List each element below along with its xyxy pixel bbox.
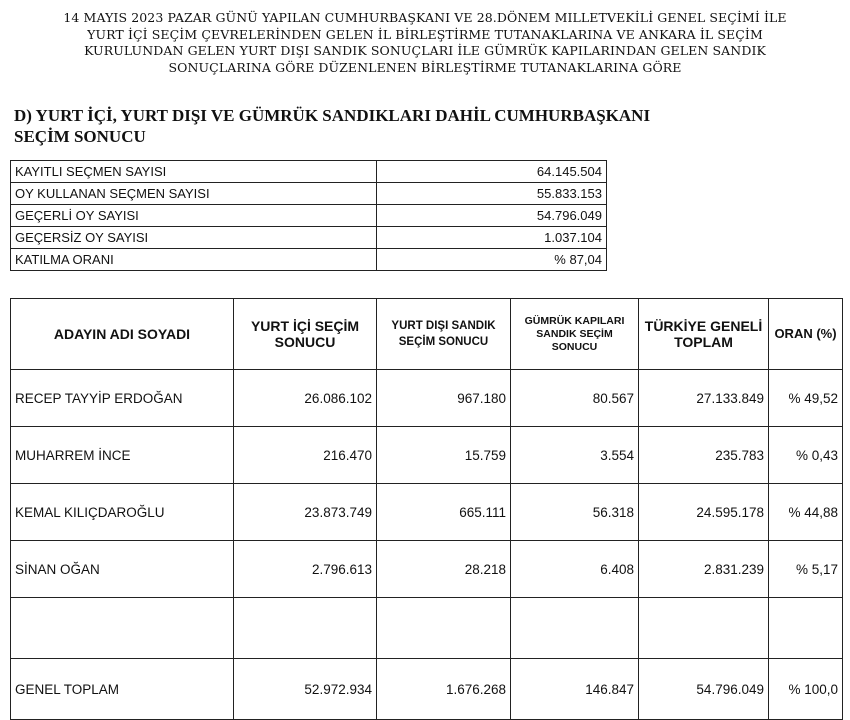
summary-label: GEÇERLİ OY SAYISI <box>11 205 377 227</box>
header-customs-result: GÜMRÜK KAPILARI SANDIK SEÇİM SONUCU <box>511 299 639 370</box>
table-row <box>11 484 843 541</box>
summary-row <box>11 205 607 227</box>
grand-total-customs: 146.847 <box>511 659 639 720</box>
empty-cell <box>11 598 234 659</box>
summary-value: % 87,04 <box>377 249 607 271</box>
summary-table <box>10 160 607 271</box>
abroad-votes: 15.759 <box>377 427 511 484</box>
summary-value: 1.037.104 <box>377 227 607 249</box>
customs-votes: 3.554 <box>511 427 639 484</box>
grand-total-row <box>11 659 843 720</box>
summary-row <box>11 161 607 183</box>
document-header <box>0 10 850 76</box>
header-line-4: SONUÇLARINA GÖRE DÜZENLENEN BİRLEŞTİRME TUTANAKLARINA GÖRE <box>168 59 682 75</box>
header-line-3: KURULUNDAN GELEN YURT DIŞI SANDIK SONUÇLARI İLE GÜMRÜK KAPILARINDAN GELEN SANDIK <box>84 43 766 58</box>
customs-votes: 56.318 <box>511 484 639 541</box>
total-votes: 2.831.239 <box>639 541 769 598</box>
grand-total-abroad: 1.676.268 <box>377 659 511 720</box>
candidate-name: MUHARREM İNCE <box>11 427 234 484</box>
summary-value: 64.145.504 <box>377 161 607 183</box>
summary-label: OY KULLANAN SEÇMEN SAYISI <box>11 183 377 205</box>
domestic-votes: 23.873.749 <box>234 484 377 541</box>
customs-votes: 80.567 <box>511 370 639 427</box>
summary-label: GEÇERSİZ OY SAYISI <box>11 227 377 249</box>
header-candidate-name: ADAYIN ADI SOYADI <box>11 299 234 370</box>
empty-cell <box>377 598 511 659</box>
total-votes: 27.133.849 <box>639 370 769 427</box>
domestic-votes: 216.470 <box>234 427 377 484</box>
abroad-votes: 967.180 <box>377 370 511 427</box>
section-title-line-1: D) YURT İÇİ, YURT DIŞI VE GÜMRÜK SANDIKLARI DAHİL CUMHURBAŞKANI <box>14 106 651 125</box>
summary-label: KATILMA ORANI <box>11 249 377 271</box>
header-line-1: 14 MAYIS 2023 PAZAR GÜNÜ YAPILAN CUMHURBAŞKANI VE 28.DÖNEM MILLETVEKİLİ GENEL SEÇİMİ İLE <box>63 10 787 25</box>
summary-value: 54.796.049 <box>377 205 607 227</box>
vote-ratio: % 5,17 <box>769 541 843 598</box>
candidate-name: KEMAL KILIÇDAROĞLU <box>11 484 234 541</box>
summary-row <box>11 183 607 205</box>
candidate-name: SİNAN OĞAN <box>11 541 234 598</box>
grand-total-total: 54.796.049 <box>639 659 769 720</box>
abroad-votes: 665.111 <box>377 484 511 541</box>
summary-row <box>11 227 607 249</box>
vote-ratio: % 44,88 <box>769 484 843 541</box>
results-header-row <box>11 299 843 370</box>
total-votes: 24.595.178 <box>639 484 769 541</box>
grand-total-label: GENEL TOPLAM <box>11 659 234 720</box>
empty-row <box>11 598 843 659</box>
total-votes: 235.783 <box>639 427 769 484</box>
header-line-2: YURT İÇİ SEÇİM ÇEVRELERİNDEN GELEN İL BİRLEŞTİRME TUTANAKLARINA VE ANKARA İL SEÇİM <box>87 26 763 42</box>
grand-total-domestic: 52.972.934 <box>234 659 377 720</box>
header-turkey-total: TÜRKİYE GENELİ TOPLAM <box>639 299 769 370</box>
header-domestic-result: YURT İÇİ SEÇİM SONUCU <box>234 299 377 370</box>
header-ratio: ORAN (%) <box>769 299 843 370</box>
vote-ratio: % 49,52 <box>769 370 843 427</box>
table-row <box>11 427 843 484</box>
results-table <box>10 298 843 720</box>
section-title-line-2: SEÇİM SONUCU <box>14 127 146 146</box>
empty-cell <box>234 598 377 659</box>
vote-ratio: % 0,43 <box>769 427 843 484</box>
empty-cell <box>511 598 639 659</box>
summary-row <box>11 249 607 271</box>
abroad-votes: 28.218 <box>377 541 511 598</box>
table-row <box>11 541 843 598</box>
customs-votes: 6.408 <box>511 541 639 598</box>
header-abroad-result: YURT DIŞI SANDIK SEÇİM SONUCU <box>377 299 511 370</box>
empty-cell <box>639 598 769 659</box>
summary-value: 55.833.153 <box>377 183 607 205</box>
summary-label: KAYITLI SEÇMEN SAYISI <box>11 161 377 183</box>
candidate-name: RECEP TAYYİP ERDOĞAN <box>11 370 234 427</box>
grand-total-ratio: % 100,0 <box>769 659 843 720</box>
section-title <box>14 105 774 147</box>
table-row <box>11 370 843 427</box>
domestic-votes: 26.086.102 <box>234 370 377 427</box>
domestic-votes: 2.796.613 <box>234 541 377 598</box>
empty-cell <box>769 598 843 659</box>
